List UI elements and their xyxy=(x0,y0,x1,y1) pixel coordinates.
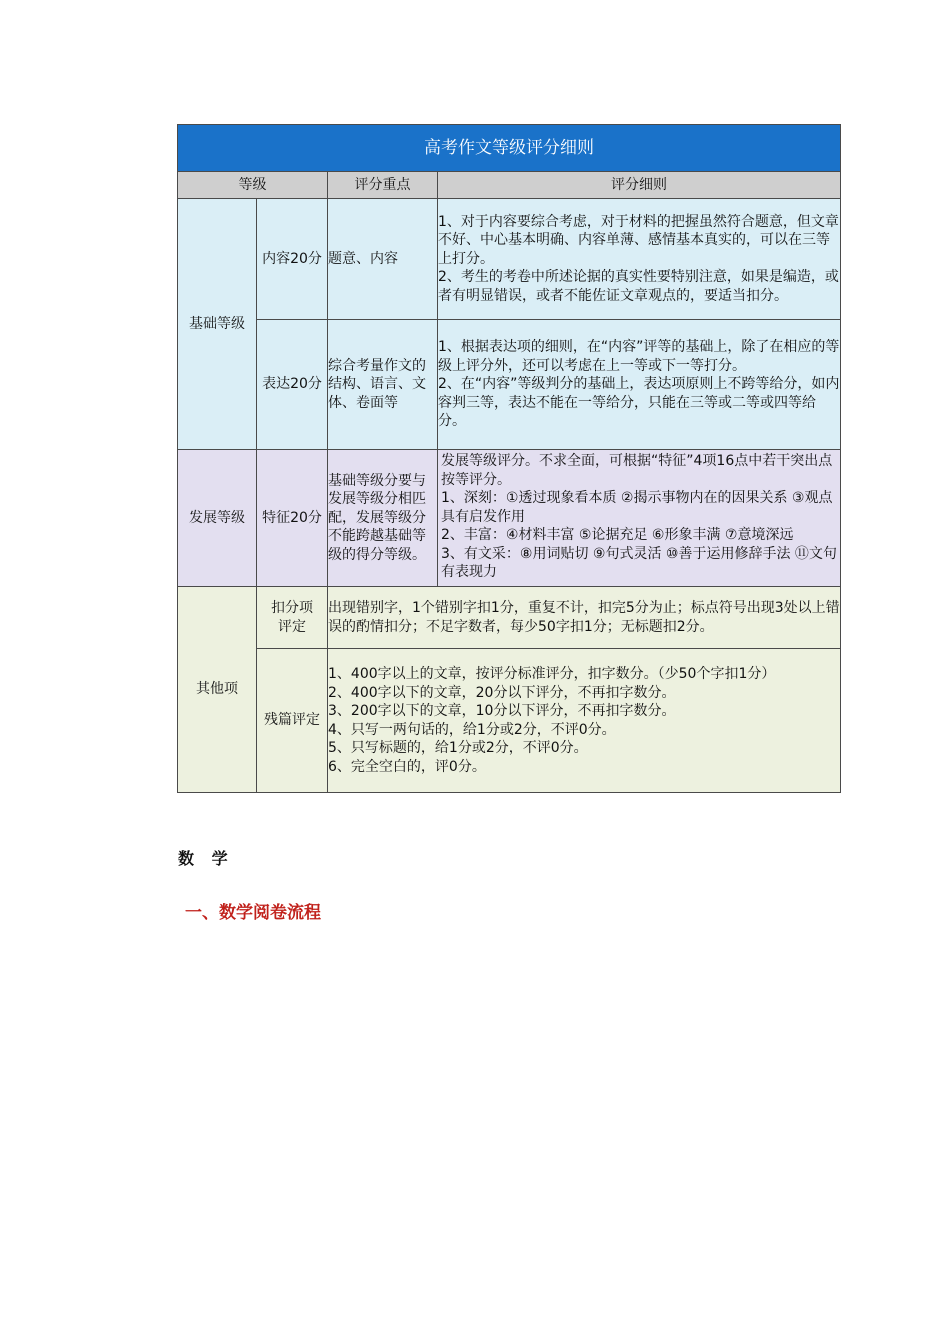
detail-item: 3、有文采：⑧用词贴切 ⑨句式灵活 ⑩善于运用修辞手法 ⑪文句有表现力 xyxy=(441,545,837,580)
details-development xyxy=(438,450,841,587)
sub-incomplete: 残篇评定 xyxy=(257,649,328,793)
detail-item: 1、深刻：①透过现象看本质 ②揭示事物内在的因果关系 ③观点具有启发作用 xyxy=(441,490,833,525)
list-item: 2、400字以下的文章，20分以下评分，不再扣字数分。 xyxy=(328,684,676,701)
list-item: 6、完全空白的，评0分。 xyxy=(328,758,486,775)
detail-item: 2、丰富：④材料丰富 ⑤论据充足 ⑥形象丰满 ⑦意境深远 xyxy=(441,527,794,543)
level-other: 其他项 xyxy=(178,587,257,793)
list-item: 5、只写标题的，给1分或2分，不评0分。 xyxy=(328,740,588,756)
header-level: 等级 xyxy=(178,172,328,199)
sub-deduction-line1: 扣分项 xyxy=(271,600,313,616)
sub-deduction-line2: 评定 xyxy=(278,618,306,635)
list-item: 4、只写一两句话的，给1分或2分，不评0分。 xyxy=(328,721,616,738)
deduction-text: 出现错别字，1个错别字扣1分，重复不计，扣完5分为止；标点符号出现3处以上错误的酌情扣分；不足字数者，每少50字扣1分；无标题扣2分。 xyxy=(328,587,841,649)
focus-expression: 综合考量作文的结构、语言、文体、卷面等 xyxy=(328,320,438,450)
sub-features: 特征20分 xyxy=(257,450,328,587)
table-title: 高考作文等级评分细则 xyxy=(178,125,841,172)
detail-item: 1、对于内容要综合考虑，对于材料的把握虽然符合题意，但文章不好、中心基本明确、内容单薄、感情基本真实的，可以在三等上打分。 xyxy=(438,213,839,267)
sub-deduction xyxy=(257,587,328,649)
detail-item: 发展等级评分。不求全面，可根据“特征”4项16点中若干突出点按等评分。 xyxy=(441,453,833,488)
details-expression xyxy=(438,320,841,450)
scoring-table xyxy=(177,124,841,793)
level-basic: 基础等级 xyxy=(178,199,257,450)
section-heading: 一、数学阅卷流程 xyxy=(185,903,321,923)
detail-item: 2、考生的考卷中所述论据的真实性要特别注意，如果是编造，或者有明显错误，或者不能佐证文章观点的，要适当扣分。 xyxy=(438,269,839,304)
details-content xyxy=(438,199,841,320)
focus-content: 题意、内容 xyxy=(328,199,438,320)
list-item: 1、400字以上的文章，按评分标准评分，扣字数分。（少50个字扣1分） xyxy=(328,666,776,682)
list-item: 3、200字以下的文章，10分以下评分，不再扣字数分。 xyxy=(328,703,676,719)
incomplete-list xyxy=(328,649,841,793)
focus-development: 基础等级分要与发展等级分相匹配，发展等级分不能跨越基础等级的得分等级。 xyxy=(328,450,438,587)
level-development: 发展等级 xyxy=(178,450,257,587)
detail-item: 1、根据表达项的细则，在“内容”评等的基础上，除了在相应的等级上评分外，还可以考虑在上一等或下一等打分。 xyxy=(438,339,840,374)
header-details: 评分细则 xyxy=(438,172,841,199)
header-focus: 评分重点 xyxy=(328,172,438,199)
detail-item: 2、在“内容”等级判分的基础上，表达项原则上不跨等给分，如内容判三等，表达不能在一等给分，只能在三等或二等或四等给分。 xyxy=(438,376,840,430)
subject-title: 数 学 xyxy=(178,849,234,868)
sub-expression: 表达20分 xyxy=(257,320,328,450)
sub-content: 内容20分 xyxy=(257,199,328,320)
